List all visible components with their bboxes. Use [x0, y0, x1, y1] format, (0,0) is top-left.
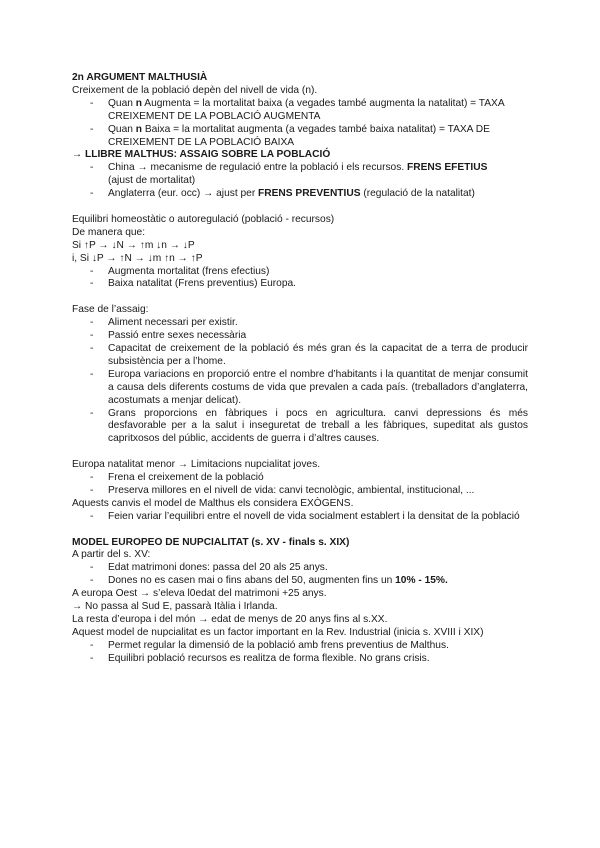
paragraph-manera: De manera que:	[72, 226, 146, 238]
list-item: - Aliment necessari per existir.	[72, 317, 528, 330]
paragraph-equilibri: Equilibri homeostàtic o autoregulació (població - recursos)	[72, 213, 335, 225]
paragraph-resta: La resta d’europa i del món → edat de menys de 20 anys fins al s.XX.	[72, 614, 388, 625]
list-item: - Passió entre sexes necessària	[72, 330, 528, 343]
list-item: - Europa variacions en proporció entre el nombre d’habitants i la quantitat de menjar consumit a causa dels diferents costums de vida que prevalen a cada país. (treballadors d’anglaterra, acostumats a menjar delicat).	[72, 369, 528, 408]
list-item: - Quan n Augmenta = la mortalitat baixa (a vegades també augmenta la natalitat) = TAXA CREIXEMENT DE LA POBLACIÓ AUGMENTA	[72, 98, 528, 124]
formula-increase: Si ↑P → ↓N → ↑m ↓n → ↓P	[72, 239, 195, 251]
list-item: - Augmenta mortalitat (frens efectius)	[72, 266, 528, 279]
list-item: - Edat matrimoni dones: passa del 20 als 25 anys.	[72, 562, 528, 575]
section-title-fase: Fase de l’assaig:	[72, 304, 149, 316]
list-book	[72, 162, 528, 201]
paragraph-partir: A partir del s. XV:	[72, 549, 151, 561]
list-item: - Feien variar l’equilibri entre el novell de vida socialment establert i la densitat de la població	[72, 511, 528, 524]
spacer	[72, 291, 528, 304]
list-item: - Baixa natalitat (Frens preventius) Europa.	[72, 278, 528, 291]
document-page	[72, 72, 528, 666]
book-heading: → LLIBRE MALTHUS: ASSAIG SOBRE LA POBLACIÓ	[72, 149, 331, 161]
list-item: - Dones no es casen mai o fins abans del 50, augmenten fins un 10% - 15%.	[72, 575, 528, 588]
paragraph-natalitat: Europa natalitat menor → Limitacions nupcialitat joves.	[72, 459, 321, 471]
list-fase	[72, 317, 528, 446]
paragraph-model: Aquest model de nupcialitat es un factor important en la Rev. Industrial (inicia s. XVIII i XIX)	[72, 626, 484, 638]
list-item: - Capacitat de creixement de la població és més gran és la capacitat de a terra de producir subsistència per a l’home.	[72, 343, 528, 369]
list-item: - Preserva millores en el nivell de vida: canvi tecnològic, ambiental, institucional, ...	[72, 485, 528, 498]
spacer	[72, 446, 528, 459]
section-title-argument: 2n ARGUMENT MALTHUSIÀ	[72, 72, 208, 83]
list-equilibri	[72, 266, 528, 292]
list-item: - Anglaterra (eur. occ) → ajust per FRENS PREVENTIUS (regulació de la natalitat)	[72, 188, 528, 201]
list-argument	[72, 98, 528, 150]
list-model	[72, 640, 528, 666]
list-partir	[72, 562, 528, 588]
paragraph-sud: → No passa al Sud E, passarà Itàlia i Irlanda.	[72, 601, 278, 613]
paragraph-exogens: Aquests canvis el model de Malthus els considera EXÒGENS.	[72, 497, 354, 509]
list-item: - Grans proporcions en fàbriques i pocs en agricultura. canvi depressions és més desfavorable per a la salut i inseguretat de treball a les fàbriques, supeditat als gustos capritxosos del públic, accidents de guerra i d’altres causes.	[72, 408, 528, 447]
spacer	[72, 201, 528, 214]
spacer	[72, 524, 528, 537]
list-item: - Quan n Baixa = la mortalitat augmenta (a vegades també baixa natalitat) = TAXA DE CREIXEMENT DE LA POBLACIÓ BAIXA	[72, 124, 528, 150]
section-title-model: MODEL EUROPEO DE NUPCIALITAT (s. XV - finals s. XIX)	[72, 536, 350, 548]
paragraph-oest: A europa Oest → s’eleva l0edat del matrimoni +25 anys.	[72, 588, 327, 600]
list-item: - China → mecanisme de regulació entre la població i els recursos. FRENS EFETIUS (ajust de mortalitat)	[72, 162, 528, 188]
list-item: - Permet regular la dimensió de la població amb frens preventius de Malthus.	[72, 640, 528, 653]
paragraph-intro: Creixement de la població depèn del nivell de vida (n).	[72, 84, 318, 96]
list-item: - Equilibri població recursos es realitza de forma flexible. No grans crisis.	[72, 653, 528, 666]
list-natalitat	[72, 472, 528, 498]
formula-decrease: i, Si ↓P → ↑N → ↓m ↑n → ↑P	[72, 252, 203, 264]
list-item: - Frena el creixement de la població	[72, 472, 528, 485]
list-exogens	[72, 511, 528, 524]
